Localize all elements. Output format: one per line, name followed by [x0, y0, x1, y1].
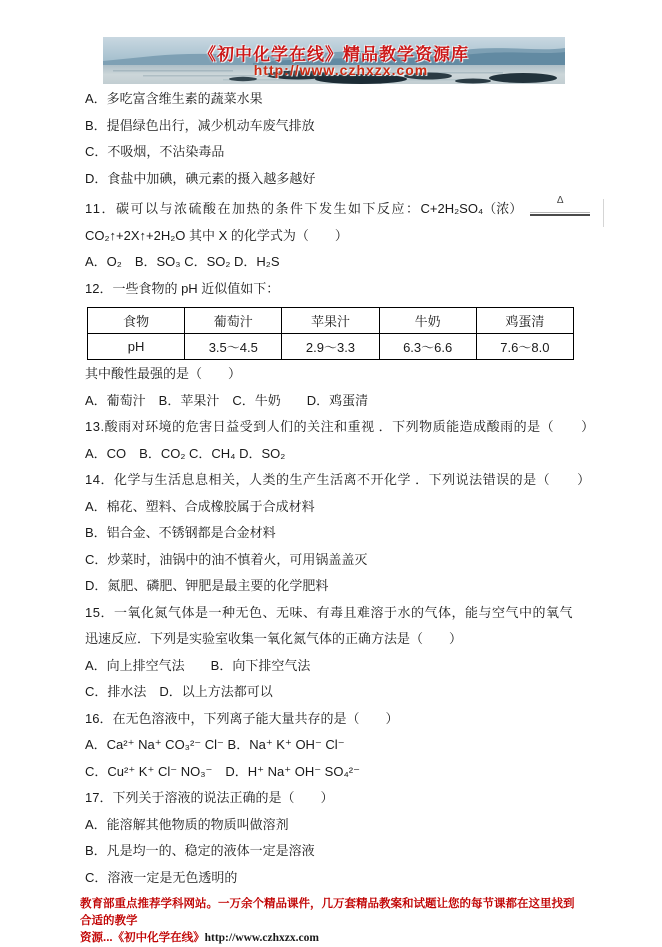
- question-11-stem-line2: CO₂↑+2X↑+2H₂O 其中 X 的化学式为（ ）: [85, 227, 348, 243]
- option-line-10b: B．提倡绿色出行，减少机动车废气排放: [85, 117, 315, 133]
- question-15-stem-line2: 迅速反应．下列是实验室收集一氧化氮气体的正确方法是（ ）: [85, 631, 463, 646]
- question-12-stem: 12．一些食物的 pH 近似值如下：: [85, 280, 280, 296]
- page-footer: [80, 896, 582, 947]
- table-cell: 3.5～4.5: [185, 334, 282, 360]
- question-12-substem: 其中酸性最强的是（ ）: [85, 366, 242, 381]
- table-cell: 食物: [88, 308, 185, 334]
- question-14-stem: 14．化学与生活息息相关，人类的生产生活离不开化学 ．下列说法错误的是（ ）: [85, 472, 591, 487]
- option-line-14d: D．氮肥、磷肥、钾肥是最主要的化学肥料: [85, 578, 329, 593]
- option-line-17a: A．能溶解其他物质的物质叫做溶剂: [85, 816, 289, 832]
- footer-line1: 教育部重点推荐学科网站。一万余个精品课件，几万套精品教案和试题让您的每节课都在这里找到合适的教学: [80, 898, 575, 927]
- site-banner: [103, 37, 565, 84]
- footer-line2: [80, 930, 582, 947]
- ph-table: [87, 307, 574, 360]
- question-17-stem: 17．下列关于溶液的说法正确的是（ ）: [85, 790, 334, 805]
- table-cell: pH: [88, 334, 185, 360]
- option-line-14b: B．铝合金、不锈钢都是合金材料: [85, 525, 276, 540]
- table-cell: 鸡蛋清: [476, 308, 573, 334]
- table-cell: 苹果汁: [282, 308, 379, 334]
- option-line-11: A．O₂ B．SO₃ C．SO₂ D．H₂S: [85, 254, 280, 269]
- option-line-17c: C．溶液一定是无色透明的: [85, 869, 238, 885]
- question-16-stem: 16．在无色溶液中，下列离子能大量共存的是（ ）: [85, 710, 399, 726]
- option-line-17b: B．凡是均一的、稳定的液体一定是溶液: [85, 843, 315, 858]
- option-line-15ab: A．向上排空气法 B．向下排空气法: [85, 657, 311, 673]
- ph-table-value-row: [88, 334, 574, 360]
- option-line-10c: C．不吸烟，不沾染毒品: [85, 144, 225, 159]
- question-11-stem-text: 11．碳可以与浓硫酸在加热的条件下发生如下反应：: [85, 201, 421, 216]
- option-line-16cd: C．Cu²⁺ K⁺ Cl⁻ NO₃⁻ D．H⁺ Na⁺ OH⁻ SO₄²⁻: [85, 763, 360, 779]
- option-line-10a: A．多吃富含维生素的蔬菜水果: [85, 91, 263, 106]
- delta-glyph: Δ: [556, 195, 564, 206]
- table-cell: 葡萄汁: [185, 308, 282, 334]
- footer-line2-text: 资源...《初中化学在线》: [80, 932, 205, 944]
- question-11-stem: [85, 197, 582, 218]
- table-cell: 牛奶: [379, 308, 476, 334]
- option-line-15cd: C．排水法 D．以上方法都可以: [85, 684, 273, 699]
- heat-condition-symbol: [530, 197, 590, 216]
- question-15-stem-line1: 15．一氧化氮气体是一种无色、无味、有毒且难溶于水的气体，能与空气中的氧气: [85, 604, 573, 620]
- ph-table-header-row: [88, 308, 574, 334]
- question-13-stem: 13.酸雨对环境的危害日益受到人们的关注和重视 ．下列物质能造成酸雨的是（ ）: [85, 419, 595, 434]
- option-line-10d: D．食盐中加碘，碘元素的摄入越多越好: [85, 170, 316, 186]
- banner-title: 《初中化学在线》精品教学资源库: [199, 45, 469, 64]
- table-cell: 2.9～3.3: [282, 334, 379, 360]
- table-cell: 6.3～6.6: [379, 334, 476, 360]
- option-line-14a: A．棉花、塑料、合成橡胶属于合成材料: [85, 498, 315, 514]
- option-line-16ab: A．Ca²⁺ Na⁺ CO₃²⁻ Cl⁻ B．Na⁺ K⁺ OH⁻ Cl⁻: [85, 737, 345, 752]
- footer-url: http://www.czhxzx.com: [204, 932, 319, 944]
- option-line-13: A．CO B．CO₂ C．CH₄ D．SO₂: [85, 445, 286, 461]
- question-11-formula: C+2H₂SO₄（浓）: [420, 201, 523, 216]
- banner-url: http://www.czhxzx.com: [253, 62, 429, 78]
- option-line-12: A．葡萄汁 B．苹果汁 C．牛奶 D．鸡蛋清: [85, 392, 369, 408]
- option-line-14c: C．炒菜时，油锅中的油不慎着火，可用锅盖盖灭: [85, 551, 368, 567]
- table-cell: 7.6～8.0: [476, 334, 573, 360]
